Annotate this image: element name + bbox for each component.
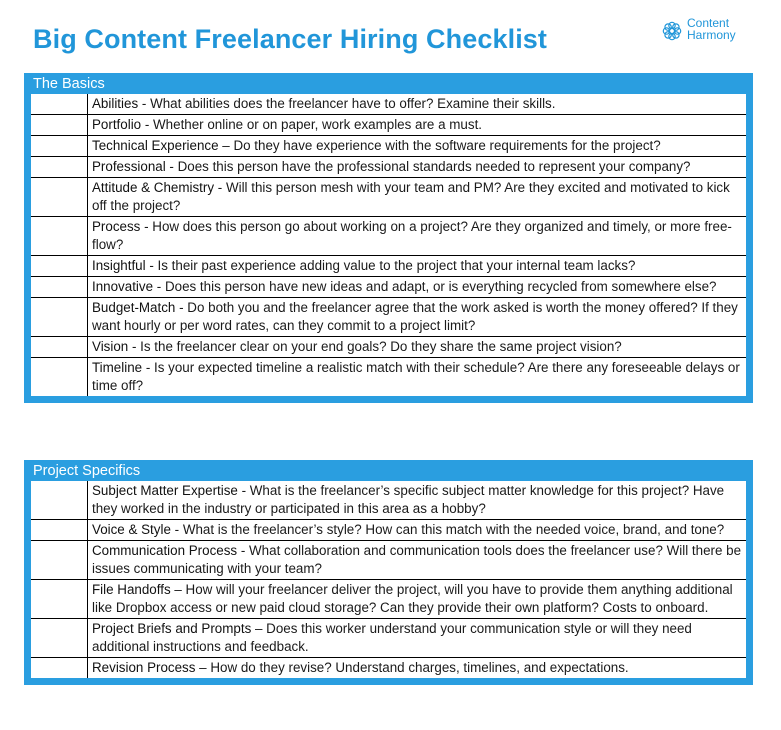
item-separator: – [195, 660, 211, 675]
checklist-item-text [88, 298, 746, 336]
checklist-row [31, 358, 746, 396]
section-project-specifics [24, 460, 753, 685]
item-separator: - [237, 483, 250, 498]
checklist-row [31, 256, 746, 277]
checklist-row [31, 217, 746, 256]
item-label: Innovative [92, 279, 154, 294]
checklist-item-text [88, 337, 746, 357]
checklist-row [31, 541, 746, 580]
checklist-row [31, 136, 746, 157]
checklist-item-text [88, 178, 746, 216]
item-separator: - [145, 258, 158, 273]
item-separator: – [251, 621, 267, 636]
checklist-item-text [88, 619, 746, 657]
item-description: Do both you and the freelancer agree that the work asked is worth the money offered? If they want hourly or per word rates, can they commit to a project limit? [92, 300, 738, 333]
checkbox-cell[interactable] [31, 658, 88, 678]
item-label: Revision Process [92, 660, 196, 675]
item-label: Professional [92, 159, 166, 174]
logo-text [687, 17, 736, 41]
item-description: Do they have experience with the software requirements for the project? [233, 138, 661, 153]
item-description: Is the freelancer clear on your end goals? Do they share the same project vision? [140, 339, 622, 354]
item-description: Does this worker understand your communication style or will they need additional instructions and feedback. [92, 621, 692, 654]
item-label: Budget-Match [92, 300, 176, 315]
section-header: Project Specifics [33, 463, 141, 479]
checklist-item-text [88, 217, 746, 255]
item-description: What abilities does the freelancer have to offer? Examine their skills. [150, 96, 556, 111]
checkbox-cell[interactable] [31, 157, 88, 177]
checkbox-cell[interactable] [31, 256, 88, 276]
checklist-table [31, 481, 746, 678]
page-title: Big Content Freelancer Hiring Checklist [33, 24, 547, 54]
item-separator: – [218, 138, 234, 153]
item-label: Attitude & Chemistry [92, 180, 215, 195]
item-label: Voice & Style [92, 522, 171, 537]
checklist-row [31, 277, 746, 298]
checkbox-cell[interactable] [31, 481, 88, 519]
logo-flower-icon [661, 20, 683, 42]
content-harmony-logo [661, 16, 771, 46]
checkbox-cell[interactable] [31, 619, 88, 657]
checkbox-cell[interactable] [31, 520, 88, 540]
checkbox-cell[interactable] [31, 94, 88, 114]
checkbox-cell[interactable] [31, 277, 88, 297]
item-separator: - [214, 180, 226, 195]
checklist-item-text [88, 136, 746, 156]
checkbox-cell[interactable] [31, 136, 88, 156]
item-description: Whether online or on paper, work examples are a must. [153, 117, 483, 132]
item-label: Project Briefs and Prompts [92, 621, 252, 636]
checklist-item-text [88, 481, 746, 519]
item-description: What collaboration and communication tools does the freelancer use? Will there be issues communicating with your team? [92, 543, 742, 576]
checklist-item-text [88, 580, 746, 618]
logo-line-1: Content [687, 16, 730, 30]
checklist-row [31, 337, 746, 358]
logo-line-2: Harmony [687, 28, 736, 42]
item-separator: - [165, 159, 178, 174]
checkbox-cell[interactable] [31, 217, 88, 255]
item-description: How will your freelancer deliver the project, will you have to provide them anything additional like Dropbox access or new paid cloud storage? Can they provide their own platform? Costs to onboard. [92, 582, 733, 615]
item-label: Portfolio [92, 117, 142, 132]
checkbox-cell[interactable] [31, 178, 88, 216]
checklist-row [31, 94, 746, 115]
item-separator: – [170, 582, 186, 597]
item-separator: - [142, 360, 155, 375]
item-label: Abilities [92, 96, 139, 111]
section-the-basics [24, 73, 753, 403]
checklist-item-text [88, 277, 746, 297]
item-description: Does this person have new ideas and adapt, or is everything recycled from somewhere else? [164, 279, 717, 294]
checklist-item-text [88, 520, 746, 540]
item-description: Is your expected timeline a realistic match with their schedule? Are there any foreseeable delays or time off? [92, 360, 740, 393]
item-label: Vision [92, 339, 129, 354]
item-label: Communication Process [92, 543, 238, 558]
checklist-row [31, 298, 746, 337]
item-separator: - [237, 543, 250, 558]
checkbox-cell[interactable] [31, 115, 88, 135]
item-separator: - [141, 117, 154, 132]
checkbox-cell[interactable] [31, 580, 88, 618]
item-separator: - [128, 339, 141, 354]
item-separator: - [170, 522, 183, 537]
item-separator: - [140, 219, 153, 234]
item-label: Insightful [92, 258, 146, 273]
item-description: Does this person have the professional standards needed to represent your company? [177, 159, 691, 174]
checklist-item-text [88, 658, 746, 678]
item-label: Process [92, 219, 141, 234]
section-header: The Basics [33, 76, 105, 92]
item-label: Subject Matter Expertise [92, 483, 238, 498]
checklist-row [31, 520, 746, 541]
checklist-row [31, 658, 746, 678]
item-label: File Handoffs [92, 582, 171, 597]
checkbox-cell[interactable] [31, 358, 88, 396]
item-description: Is their past experience adding value to the project that your internal team lacks? [157, 258, 636, 273]
checkbox-cell[interactable] [31, 541, 88, 579]
item-label: Timeline [92, 360, 143, 375]
checklist-item-text [88, 541, 746, 579]
checklist-table [31, 94, 746, 396]
item-description: How do they revise? Understand charges, timelines, and expectations. [210, 660, 629, 675]
checkbox-cell[interactable] [31, 337, 88, 357]
checklist-item-text [88, 358, 746, 396]
checkbox-cell[interactable] [31, 298, 88, 336]
item-description: Will this person mesh with your team and PM? Are they excited and motivated to kick off the project? [92, 180, 730, 213]
checklist-row [31, 580, 746, 619]
checklist-item-text [88, 157, 746, 177]
item-separator: - [175, 300, 188, 315]
item-separator: - [153, 279, 165, 294]
checklist-row [31, 481, 746, 520]
item-description: What is the freelancer’s style? How can this match with the needed voice, brand, and tone? [182, 522, 725, 537]
item-separator: - [138, 96, 151, 111]
checklist-row [31, 157, 746, 178]
checklist-row [31, 178, 746, 217]
checklist-row [31, 115, 746, 136]
item-label: Technical Experience [92, 138, 219, 153]
checklist-item-text [88, 115, 746, 135]
checklist-row [31, 619, 746, 658]
checklist-item-text [88, 94, 746, 114]
item-description: What is the freelancer’s specific subject matter knowledge for this project? Have they worked in the industry or participated in this area as a hobby? [92, 483, 725, 516]
checklist-item-text [88, 256, 746, 276]
item-description: How does this person go about working on a project? Are they organized and timely, or more free-flow? [92, 219, 732, 252]
